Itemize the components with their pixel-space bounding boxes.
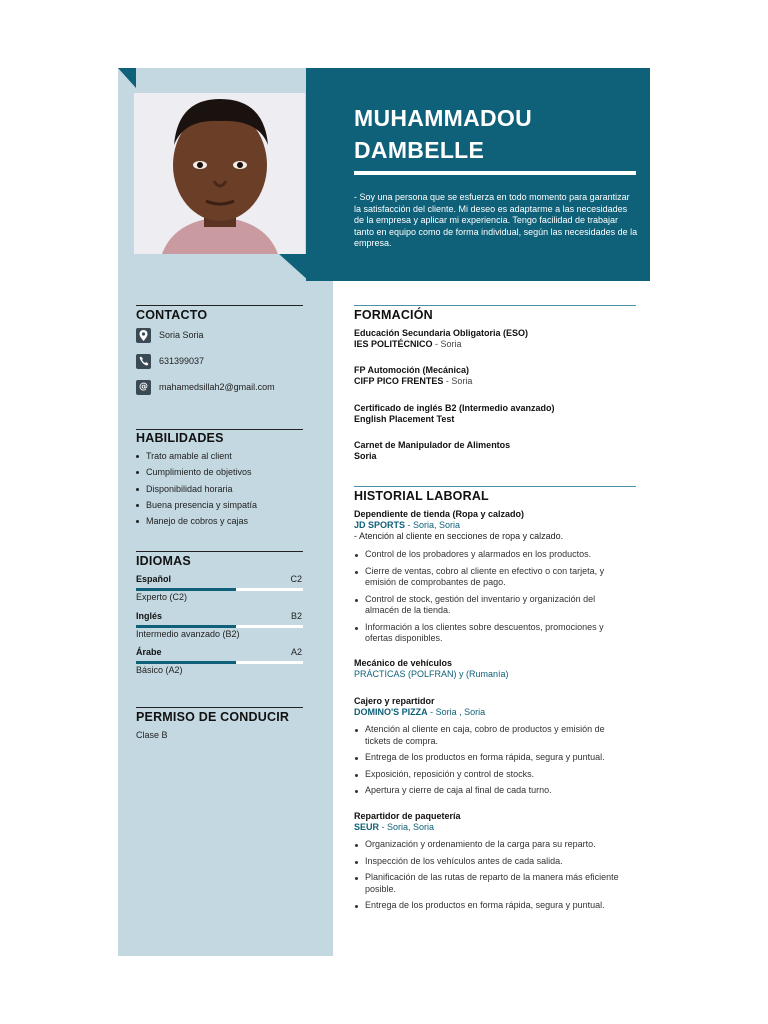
- job-duties: [354, 724, 624, 802]
- candidate-name: [354, 102, 532, 166]
- language-code: B2: [290, 611, 302, 621]
- education-title: FORMACIÓN: [354, 308, 433, 322]
- profile-summary: - Soy una persona que se esfuerza en todo momento para garantizar la satisfacción del cliente. Mi deseo es adaptarme a las necesidades de la empresa y aplicar mi experiencia. Tengo facilidad de trabajar tanto en equipo como de forma individual, según las necesidades de la empresa.: [354, 192, 638, 248]
- skills-rule: [136, 429, 303, 430]
- list-item: Organización y ordenamiento de la carga para su reparto.: [354, 839, 624, 851]
- job-title: Mecánico de vehículos: [354, 658, 453, 668]
- list-item: Inspección de los vehículos antes de cada salida.: [354, 856, 624, 868]
- contact-phone-text: 631399037: [159, 356, 205, 366]
- skill-item: Trato amable al client: [136, 451, 232, 461]
- education-degree: Educación Secundaria Obligatoria (ESO): [354, 328, 529, 338]
- skill-item: Buena presencia y simpatía: [136, 500, 257, 510]
- profile-photo: [134, 93, 305, 254]
- language-code: A2: [290, 647, 302, 657]
- language-level-text: Básico (A2): [136, 665, 183, 675]
- education-school: IES POLITÉCNICO - Soria: [354, 339, 462, 349]
- job-title: Cajero y repartidor: [354, 696, 435, 706]
- contact-phone: [136, 353, 204, 369]
- education-school: English Placement Test: [354, 414, 455, 424]
- education-degree: Certificado de inglés B2 (Intermedio avanzado): [354, 403, 555, 413]
- languages-title: IDIOMAS: [136, 554, 191, 568]
- job-company: SEUR - Soria, Soria: [354, 822, 435, 832]
- list-item: Control de los probadores y alarmados en los productos.: [354, 549, 624, 561]
- language-level-bar: [136, 625, 303, 628]
- education-degree: FP Automoción (Mecánica): [354, 365, 470, 375]
- contact-location: [136, 327, 204, 343]
- language-name: Español: [136, 574, 172, 584]
- work-title: HISTORIAL LABORAL: [354, 489, 489, 503]
- language-level-bar: [136, 661, 303, 664]
- list-item: Exposición, reposición y control de stocks.: [354, 769, 624, 781]
- contact-location-text: Soria Soria: [159, 330, 204, 340]
- list-item: Control de stock, gestión del inventario y organización del almacén de la tienda.: [354, 594, 624, 617]
- license-value: Clase B: [136, 730, 168, 740]
- list-item: Información a los clientes sobre descuentos, promociones y ofertas disponibles.: [354, 622, 624, 645]
- license-rule: [136, 707, 303, 708]
- job-duties: [354, 549, 624, 650]
- resume-page: [118, 68, 650, 956]
- education-rule: [354, 305, 636, 306]
- work-rule: [354, 486, 636, 487]
- contact-rule: [136, 305, 303, 306]
- name-underline: [354, 171, 636, 175]
- skills-title: HABILIDADES: [136, 431, 224, 445]
- languages-rule: [136, 551, 303, 552]
- language-level-text: Experto (C2): [136, 592, 188, 602]
- list-item: Cierre de ventas, cobro al cliente en efectivo o con tarjeta, y emisión de comprobantes de pago.: [354, 566, 624, 589]
- name-line-2: DAMBELLE: [354, 137, 485, 163]
- language-level-fill: [136, 661, 236, 664]
- name-line-1: MUHAMMADOU: [354, 105, 533, 131]
- skill-item: Manejo de cobros y cajas: [136, 516, 248, 526]
- license-title: PERMISO DE CONDUCIR: [136, 710, 290, 724]
- skill-item: Cumplimiento de objetivos: [136, 467, 252, 477]
- language-code: C2: [290, 574, 302, 584]
- education-school: Soria: [354, 451, 377, 461]
- skill-item: Disponibilidad horaria: [136, 484, 233, 494]
- contact-title: CONTACTO: [136, 308, 208, 322]
- language-level-fill: [136, 588, 236, 591]
- job-title: Dependiente de tienda (Ropa y calzado): [354, 509, 525, 519]
- list-item: Entrega de los productos en forma rápida, segura y puntual.: [354, 900, 624, 912]
- education-school: CIFP PICO FRENTES - Soria: [354, 376, 473, 386]
- education-degree: Carnet de Manipulador de Alimentos: [354, 440, 511, 450]
- job-company: PRÁCTICAS (POLFRAN) y (Rumanía): [354, 669, 509, 679]
- job-duties: [354, 839, 624, 917]
- list-item: Entrega de los productos en forma rápida, segura y puntual.: [354, 752, 624, 764]
- email-icon: @: [136, 380, 151, 395]
- phone-icon: [136, 354, 151, 369]
- language-level-fill: [136, 625, 236, 628]
- job-title: Repartidor de paquetería: [354, 811, 461, 821]
- job-company: JD SPORTS - Soria, Soria: [354, 520, 461, 530]
- contact-email-text[interactable]: mahamedsillah2@gmail.com: [159, 382, 275, 392]
- language-level-bar: [136, 588, 303, 591]
- location-pin-icon: [136, 328, 151, 343]
- language-name: Inglés: [136, 611, 163, 621]
- job-note: - Atención al cliente en secciones de ropa y calzado.: [354, 531, 564, 541]
- language-level-text: Intermedio avanzado (B2): [136, 629, 240, 639]
- job-company: DOMINO'S PIZZA - Soria , Soria: [354, 707, 486, 717]
- list-item: Apertura y cierre de caja al final de cada turno.: [354, 785, 624, 797]
- contact-email[interactable]: [136, 379, 275, 395]
- list-item: Atención al cliente en caja, cobro de productos y emisión de tickets de compra.: [354, 724, 624, 747]
- language-name: Árabe: [136, 647, 162, 657]
- list-item: Planificación de las rutas de reparto de la manera más eficiente posible.: [354, 872, 624, 895]
